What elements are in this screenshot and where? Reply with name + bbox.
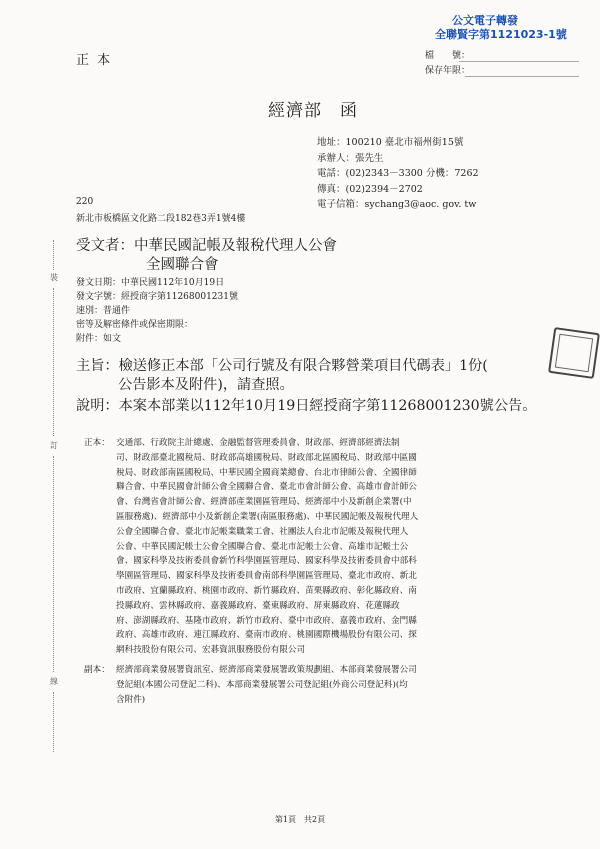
subject-block (76, 357, 488, 395)
cc-main-line: 公會全國聯合會、臺北市記帳業職業工會、社團法人台北市記帳及報稅代理人 (116, 526, 409, 537)
cc-main-line: 市政府、宜蘭縣政府、桃園市政府、新竹縣政府、苗栗縣政府、彰化縣政府、南 (116, 585, 417, 596)
cc-copy-line: 登記組(本國公司登記二科)、本部商業發展署公司登記組(外商公司登記科)(均 (116, 679, 408, 690)
binding-dots (53, 288, 54, 436)
recipient-label: 受文者： (76, 238, 134, 254)
cc-main-line: 交通部、行政院主計總處、金融監督管理委員會、財政部、經濟部經濟法制 (116, 438, 400, 448)
sender-address: 地址：100210 臺北市福州街15號 (317, 137, 464, 148)
page-footer: 第1頁 共2頁 (274, 815, 326, 824)
issue-date: 發文日期：中華民國112年10月19日 (76, 278, 225, 288)
retention-label: 保存年限： (425, 66, 471, 76)
sender-info-block (317, 135, 479, 213)
retention-line (465, 76, 579, 77)
cc-main-line: 府、澎湖縣政府、基隆市政府、新竹市政府、臺中市政府、嘉義市政府、金門縣 (116, 615, 417, 626)
binding-dots (53, 692, 54, 752)
recipient-zip: 220 (76, 197, 94, 207)
binding-dots (53, 456, 54, 672)
cc-main-line: 學園區管理局、國家科學及技術委員會南部科學園區管理局、臺北市政府、新北 (116, 571, 417, 582)
binding-dots (53, 240, 54, 270)
explanation: 說明：本案本部業以112年10月19日經授商字第11268001230號公告。 (76, 398, 537, 414)
cc-main-line: 會、國家科學及技術委員會新竹科學園區管理局、國家科學及技術委員會中部科 (116, 556, 417, 567)
cc-main-list (116, 436, 556, 658)
cc-main-line: 會、台灣省會計師公會、經濟部產業園區管理局、經濟部中小及新創企業署(中 (116, 497, 412, 508)
copy-label: 正 本 (76, 53, 113, 68)
cc-main-label: 正本： (84, 438, 110, 448)
sender-email: 電子信箱：sychang3@aoc. gov. tw (317, 199, 477, 210)
document-meta (76, 276, 238, 346)
official-seal-icon (548, 327, 600, 379)
secrecy-class: 密等及解密條件或保密期限： (76, 320, 194, 330)
recipient-name-line2: 全國聯合會 (146, 257, 219, 273)
reference-number: 全聯賢字第1121023-1號 (435, 28, 567, 41)
binding-mark-xian: 線 (50, 677, 58, 686)
cc-main-line: 投縣政府、雲林縣政府、嘉義縣政府、臺東縣政府、屏東縣政府、花蓮縣政 (116, 600, 400, 611)
cc-copy-line: 經濟部商業發展署資訊室、經濟部商業發展署政策規劃組、本部商業發展署公司 (116, 665, 417, 675)
cc-copy-line: 含附件) (116, 694, 146, 705)
subject-line2: 公告影本及附件)，請查照。 (118, 377, 294, 393)
cc-main-line: 網科技股份有限公司、宏碁資訊服務股份有限公司 (116, 645, 306, 656)
cc-copy-list (116, 663, 556, 707)
recipient-address: 新北市板橋區文化路二段182巷3弄1號4樓 (76, 214, 246, 224)
cc-main-line: 聯合會、中華民國會計師公會全國聯合會、臺北市會計師公會、高雄市會計師公 (116, 482, 417, 493)
cc-main-line: 稅局、財政部南區國稅局、中華民國全國商業總會、台北市律師公會、全國律師 (116, 467, 417, 478)
cc-main-line: 司、財政部臺北國稅局、財政部高雄國稅局、財政部北區國稅局、財政部中區國 (116, 452, 417, 463)
cc-main-line: 公會、中華民國記帳士公會全國聯合會、臺北市記帳士公會、高雄市記帳士公 (116, 541, 409, 552)
binding-mark-zhuang: 裝 (50, 273, 58, 282)
recipient-name-line1: 中華民國記帳及報稅代理人公會 (134, 238, 337, 254)
sender-contact: 承辦人：張先生 (317, 152, 384, 164)
file-number-line (459, 61, 579, 62)
cc-main-line: 區服務處)、經濟部中小及新創企業署(南區服務處)、中華民國記帳及報稅代理人 (116, 511, 419, 522)
speed-class: 速別：普通件 (76, 306, 131, 316)
attachment-note: 附件：如文 (76, 334, 122, 344)
subject-line1: 主旨：檢送修正本部「公司行號及有限合夥營業項目代碼表」1份( (76, 358, 488, 374)
document-title: 經濟部 函 (268, 101, 358, 121)
e-transfer-label: 公文電子轉發 (452, 14, 518, 27)
binding-mark-ding: 訂 (50, 441, 58, 450)
sender-fax: 傳真：(02)2394－2702 (317, 183, 423, 195)
file-number-label: 檔 號： (425, 51, 471, 61)
recipient-block (76, 237, 337, 255)
cc-copy-label: 副本： (84, 665, 110, 675)
issue-number: 發文字號：經授商字第11268001231號 (76, 292, 238, 302)
cc-main-line: 政府、高雄市政府、連江縣政府、臺南市政府、桃園國際機場股份有限公司、探 (116, 630, 417, 641)
sender-phone: 電話：(02)2343－3300 分機：7262 (317, 168, 479, 179)
